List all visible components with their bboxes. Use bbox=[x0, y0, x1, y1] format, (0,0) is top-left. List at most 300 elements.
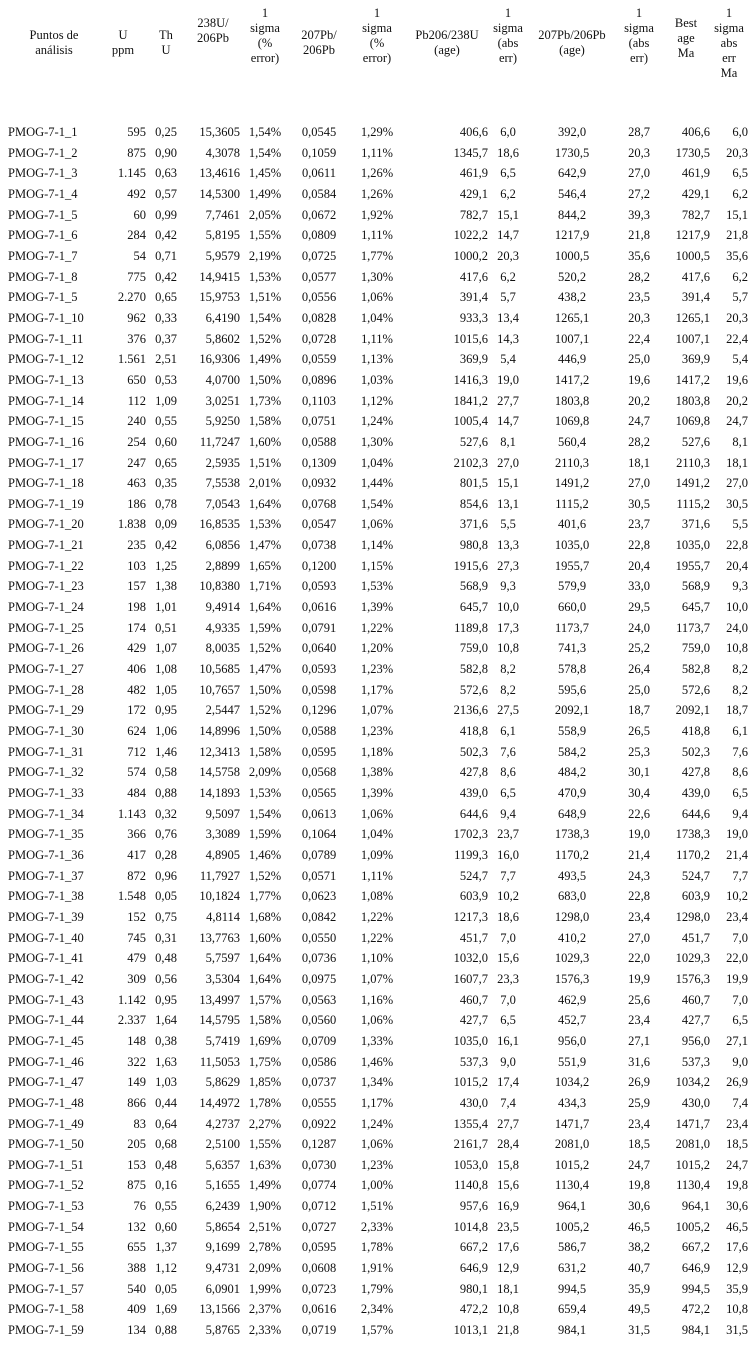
value-cell: 430,0 bbox=[459, 1095, 488, 1110]
value-cell: 1,73% bbox=[248, 393, 282, 408]
value-cell: 247 bbox=[127, 455, 146, 470]
value-cell: 1,23% bbox=[360, 724, 394, 739]
value-cell: 0,0611 bbox=[302, 166, 336, 181]
value-cell: 20,3 bbox=[726, 310, 748, 325]
value-cell: 10,5685 bbox=[199, 662, 240, 677]
value-cell: 418,8 bbox=[681, 724, 710, 739]
value-cell: 18,7 bbox=[726, 703, 748, 718]
value-cell: 7,6 bbox=[500, 744, 516, 759]
value-cell: 417 bbox=[127, 847, 146, 862]
sample-id-cell: PMOG-7-1_23 bbox=[8, 579, 84, 594]
value-cell: 5,5 bbox=[500, 517, 516, 532]
column-header: 1 sigma (% error) bbox=[362, 6, 392, 65]
value-cell: 1730,5 bbox=[554, 145, 590, 160]
value-cell: 1955,7 bbox=[554, 558, 590, 573]
value-cell: 782,7 bbox=[459, 207, 488, 222]
table-row bbox=[8, 659, 748, 680]
value-cell: 446,9 bbox=[557, 352, 587, 367]
table-row bbox=[8, 370, 748, 391]
value-cell: 6,0 bbox=[732, 125, 748, 139]
value-cell: 1,16% bbox=[360, 992, 394, 1007]
value-cell: 11,7247 bbox=[199, 434, 240, 449]
value-cell: 1.142 bbox=[117, 992, 146, 1007]
value-cell: 461,9 bbox=[459, 166, 488, 181]
value-cell: 1189,8 bbox=[454, 620, 488, 635]
value-cell: 434,3 bbox=[557, 1095, 587, 1110]
value-cell: 0,57 bbox=[155, 186, 177, 201]
value-cell: 586,7 bbox=[557, 1240, 587, 1255]
value-cell: 2081,0 bbox=[675, 1137, 710, 1152]
value-cell: 1915,6 bbox=[453, 558, 488, 573]
table-row bbox=[8, 1010, 748, 1031]
value-cell: 27,5 bbox=[497, 703, 519, 718]
value-cell: 0,60 bbox=[155, 434, 177, 449]
value-cell: 19,6 bbox=[628, 372, 650, 387]
value-cell: 5,1655 bbox=[205, 1178, 240, 1193]
value-cell: 10,7657 bbox=[199, 682, 240, 697]
value-cell: 25,6 bbox=[628, 992, 650, 1007]
value-cell: 1,54% bbox=[248, 125, 282, 139]
value-cell: 30,6 bbox=[628, 1199, 650, 1214]
value-cell: 31,6 bbox=[628, 1054, 650, 1069]
value-cell: 1803,8 bbox=[554, 393, 590, 408]
value-cell: 2,09% bbox=[248, 1261, 282, 1276]
value-cell: 24,3 bbox=[628, 868, 650, 883]
value-cell: 0,65 bbox=[155, 290, 177, 305]
value-cell: 27,2 bbox=[628, 186, 650, 201]
value-cell: 1.561 bbox=[117, 352, 146, 367]
value-cell: 13,4997 bbox=[199, 992, 240, 1007]
value-cell: 26,9 bbox=[628, 1075, 650, 1090]
value-cell: 418,8 bbox=[459, 724, 488, 739]
value-cell: 0,53 bbox=[155, 372, 177, 387]
value-cell: 0,68 bbox=[155, 1137, 177, 1152]
value-cell: 1,63% bbox=[248, 1157, 282, 1172]
value-cell: 4,9335 bbox=[205, 620, 240, 635]
value-cell: 956,0 bbox=[557, 1033, 587, 1048]
value-cell: 27,0 bbox=[628, 930, 650, 945]
value-cell: 2,37% bbox=[248, 1302, 282, 1317]
table-row bbox=[8, 287, 748, 308]
value-cell: 650 bbox=[127, 372, 146, 387]
table-row bbox=[8, 349, 748, 370]
value-cell: 0,0727 bbox=[301, 1219, 337, 1234]
value-cell: 186 bbox=[127, 496, 146, 511]
value-cell: 712 bbox=[127, 744, 146, 759]
value-cell: 759,0 bbox=[681, 641, 710, 656]
value-cell: 775 bbox=[127, 269, 146, 284]
value-cell: 1,12 bbox=[155, 1261, 177, 1276]
table-row bbox=[8, 556, 748, 577]
value-cell: 401,6 bbox=[557, 517, 587, 532]
value-cell: 0,42 bbox=[155, 228, 177, 243]
value-cell: 0,56 bbox=[155, 971, 177, 986]
value-cell: 1170,2 bbox=[676, 847, 710, 862]
value-cell: 0,0588 bbox=[301, 434, 337, 449]
value-cell: 26,4 bbox=[628, 662, 650, 677]
value-cell: 6,5 bbox=[500, 166, 516, 181]
sample-id-cell: PMOG-7-1_4 bbox=[8, 186, 78, 201]
value-cell: 0,0774 bbox=[301, 1178, 337, 1193]
value-cell: 1,11% bbox=[361, 331, 393, 346]
value-cell: 23,4 bbox=[628, 1116, 650, 1131]
table-row bbox=[8, 514, 748, 535]
value-cell: 21,4 bbox=[628, 847, 650, 862]
value-cell: 0,0577 bbox=[301, 269, 337, 284]
value-cell: 30,5 bbox=[628, 496, 650, 511]
value-cell: 27,0 bbox=[628, 476, 650, 491]
value-cell: 1,65% bbox=[248, 558, 282, 573]
value-cell: 2110,3 bbox=[555, 455, 589, 470]
value-cell: 2,51% bbox=[248, 1219, 282, 1234]
value-cell: 16,8535 bbox=[199, 517, 240, 532]
value-cell: 660,0 bbox=[557, 600, 587, 615]
sample-id-cell: PMOG-7-1_17 bbox=[8, 455, 84, 470]
value-cell: 10,0 bbox=[497, 600, 519, 615]
value-cell: 1,77% bbox=[248, 889, 282, 904]
sample-id-cell: PMOG-7-1_24 bbox=[8, 600, 84, 615]
value-cell: 1,57% bbox=[360, 1323, 394, 1338]
value-cell: 551,9 bbox=[557, 1054, 587, 1069]
value-cell: 28,2 bbox=[628, 434, 650, 449]
value-cell: 0,09 bbox=[155, 517, 177, 532]
table-row bbox=[8, 1114, 748, 1135]
value-cell: 409 bbox=[127, 1302, 146, 1317]
sample-id-cell: PMOG-7-1_27 bbox=[8, 662, 84, 677]
value-cell: 1.145 bbox=[117, 166, 146, 181]
value-cell: 1,18% bbox=[360, 744, 394, 759]
value-cell: 1,49% bbox=[248, 186, 282, 201]
value-cell: 5,4 bbox=[732, 352, 748, 367]
value-cell: 31,5 bbox=[628, 1323, 650, 1338]
header-row bbox=[8, 6, 748, 122]
value-cell: 1,64% bbox=[248, 496, 282, 511]
value-cell: 14,5795 bbox=[199, 1013, 240, 1028]
value-cell: 1,22% bbox=[360, 930, 394, 945]
value-cell: 5,9250 bbox=[205, 414, 240, 429]
value-cell: 23,4 bbox=[726, 909, 748, 924]
table-row bbox=[8, 845, 748, 866]
value-cell: 0,38 bbox=[155, 1033, 177, 1048]
value-cell: 0,0922 bbox=[301, 1116, 337, 1131]
value-cell: 18,6 bbox=[497, 145, 519, 160]
value-cell: 28,4 bbox=[497, 1137, 519, 1152]
value-cell: 6,0 bbox=[500, 125, 516, 139]
value-cell: 644,6 bbox=[459, 806, 488, 821]
value-cell: 10,8 bbox=[497, 641, 519, 656]
value-cell: 1,64% bbox=[248, 600, 282, 615]
geochronology-table bbox=[8, 6, 748, 1341]
value-cell: 0,99 bbox=[155, 207, 177, 222]
sample-id-cell: PMOG-7-1_47 bbox=[8, 1075, 84, 1090]
value-cell: 5,5 bbox=[732, 517, 748, 532]
table-row bbox=[8, 680, 748, 701]
value-cell: 1.143 bbox=[117, 806, 146, 821]
value-cell: 1069,8 bbox=[675, 414, 710, 429]
value-cell: 12,3413 bbox=[199, 744, 240, 759]
value-cell: 8,2 bbox=[500, 682, 516, 697]
value-cell: 0,95 bbox=[155, 703, 177, 718]
value-cell: 417,6 bbox=[459, 269, 488, 284]
value-cell: 1015,2 bbox=[453, 1075, 488, 1090]
value-cell: 0,78 bbox=[155, 496, 177, 511]
value-cell: 0,0593 bbox=[301, 579, 337, 594]
value-cell: 14,8996 bbox=[199, 724, 240, 739]
table-row bbox=[8, 1093, 748, 1114]
value-cell: 7,0 bbox=[500, 930, 516, 945]
value-cell: 2,33% bbox=[360, 1219, 394, 1234]
value-cell: 6,4190 bbox=[205, 310, 240, 325]
value-cell: 0,0595 bbox=[301, 1240, 337, 1255]
value-cell: 2,8899 bbox=[205, 558, 240, 573]
value-cell: 18,1 bbox=[726, 455, 748, 470]
sample-id-cell: PMOG-7-1_22 bbox=[8, 558, 84, 573]
value-cell: 1,14% bbox=[360, 538, 394, 553]
value-cell: 644,6 bbox=[681, 806, 710, 821]
value-cell: 0,48 bbox=[155, 1157, 177, 1172]
value-cell: 2081,0 bbox=[554, 1137, 590, 1152]
value-cell: 14,5300 bbox=[199, 186, 240, 201]
value-cell: 1,53% bbox=[248, 269, 282, 284]
value-cell: 1607,7 bbox=[453, 971, 488, 986]
value-cell: 1,39% bbox=[360, 600, 394, 615]
table-row bbox=[8, 432, 748, 453]
value-cell: 27,0 bbox=[726, 476, 748, 491]
value-cell: 484,2 bbox=[557, 765, 587, 780]
value-cell: 22,8 bbox=[628, 538, 650, 553]
value-cell: 1,23% bbox=[360, 1157, 394, 1172]
table-row bbox=[8, 1072, 748, 1093]
value-cell: 15,1 bbox=[497, 476, 519, 491]
value-cell: 463 bbox=[127, 476, 146, 491]
value-cell: 1,60% bbox=[248, 930, 282, 945]
value-cell: 642,9 bbox=[557, 166, 587, 181]
value-cell: 1,04% bbox=[360, 310, 394, 325]
sample-id-cell: PMOG-7-1_35 bbox=[8, 827, 84, 842]
value-cell: 1,53% bbox=[248, 786, 282, 800]
value-cell: 1.838 bbox=[117, 517, 146, 532]
value-cell: 1,08 bbox=[155, 662, 177, 677]
value-cell: 5,4 bbox=[500, 352, 516, 367]
value-cell: 438,2 bbox=[557, 290, 587, 305]
value-cell: 0,1287 bbox=[301, 1137, 337, 1152]
value-cell: 7,0 bbox=[732, 992, 748, 1007]
value-cell: 866 bbox=[127, 1095, 146, 1110]
column-header: Best age Ma bbox=[674, 16, 698, 60]
sample-id-cell: PMOG-7-1_40 bbox=[8, 930, 84, 945]
value-cell: 645,7 bbox=[459, 600, 488, 615]
value-cell: 472,2 bbox=[459, 1302, 488, 1317]
value-cell: 1,17% bbox=[360, 682, 394, 697]
value-cell: 0,31 bbox=[155, 930, 177, 945]
value-cell: 5,8765 bbox=[205, 1323, 240, 1338]
sample-id-cell: PMOG-7-1_30 bbox=[8, 724, 84, 739]
value-cell: 6,5 bbox=[732, 786, 748, 800]
value-cell: 1,10% bbox=[360, 951, 394, 966]
table-row bbox=[8, 948, 748, 969]
sample-id-cell: PMOG-7-1_10 bbox=[8, 310, 84, 325]
value-cell: 10,0 bbox=[726, 600, 748, 615]
value-cell: 1,69 bbox=[155, 1302, 177, 1317]
value-cell: 6,1 bbox=[500, 724, 516, 739]
value-cell: 1,47% bbox=[248, 538, 282, 553]
value-cell: 14,7 bbox=[497, 414, 519, 429]
value-cell: 2,34% bbox=[360, 1302, 394, 1317]
value-cell: 22,6 bbox=[628, 806, 650, 821]
value-cell: 5,7 bbox=[732, 290, 748, 305]
sample-id-cell: PMOG-7-1_19 bbox=[8, 496, 84, 511]
value-cell: 1015,2 bbox=[675, 1157, 710, 1172]
value-cell: 759,0 bbox=[459, 641, 488, 656]
value-cell: 2110,3 bbox=[676, 455, 710, 470]
value-cell: 0,71 bbox=[155, 248, 177, 263]
value-cell: 26,9 bbox=[726, 1075, 748, 1090]
value-cell: 524,7 bbox=[459, 868, 488, 883]
value-cell: 1.548 bbox=[117, 889, 146, 904]
value-cell: 22,4 bbox=[726, 331, 748, 346]
sample-id-cell: PMOG-7-1_29 bbox=[8, 703, 84, 718]
value-cell: 21,8 bbox=[628, 228, 650, 243]
value-cell: 1,22% bbox=[360, 909, 394, 924]
value-cell: 0,0719 bbox=[301, 1323, 337, 1338]
value-cell: 0,48 bbox=[155, 951, 177, 966]
value-cell: 1217,9 bbox=[554, 228, 590, 243]
value-cell: 1,69% bbox=[248, 1033, 282, 1048]
value-cell: 683,0 bbox=[557, 889, 587, 904]
value-cell: 582,8 bbox=[681, 662, 710, 677]
value-cell: 18,1 bbox=[497, 1281, 519, 1296]
value-cell: 460,7 bbox=[681, 992, 710, 1007]
value-cell: 1,71% bbox=[248, 579, 282, 594]
value-cell: 0,0736 bbox=[301, 951, 337, 966]
value-cell: 19,0 bbox=[628, 827, 650, 842]
value-cell: 20,4 bbox=[628, 558, 650, 573]
value-cell: 6,2 bbox=[500, 269, 516, 284]
value-cell: 527,6 bbox=[459, 434, 488, 449]
value-cell: 15,9753 bbox=[199, 290, 240, 305]
value-cell: 574 bbox=[127, 765, 146, 780]
value-cell: 8,2 bbox=[732, 662, 748, 677]
value-cell: 1,59% bbox=[248, 827, 282, 842]
value-cell: 1,01 bbox=[155, 600, 177, 615]
value-cell: 2136,6 bbox=[453, 703, 488, 718]
sample-id-cell: PMOG-7-1_11 bbox=[8, 331, 84, 346]
value-cell: 1,63 bbox=[155, 1054, 177, 1069]
value-cell: 4,2737 bbox=[205, 1116, 240, 1131]
table-row bbox=[8, 535, 748, 556]
value-cell: 391,4 bbox=[681, 290, 710, 305]
sample-id-cell: PMOG-7-1_13 bbox=[8, 372, 84, 387]
value-cell: 0,0584 bbox=[301, 186, 337, 201]
value-cell: 1000,2 bbox=[453, 248, 488, 263]
value-cell: 1,05 bbox=[155, 682, 177, 697]
value-cell: 8,1 bbox=[500, 434, 516, 449]
value-cell: 0,0616 bbox=[301, 1302, 337, 1317]
value-cell: 22,0 bbox=[628, 951, 650, 966]
value-cell: 1,45% bbox=[248, 166, 282, 181]
value-cell: 15,1 bbox=[497, 207, 519, 222]
value-cell: 1,52% bbox=[248, 641, 282, 656]
value-cell: 1,78% bbox=[248, 1095, 282, 1110]
value-cell: 439,0 bbox=[459, 786, 488, 800]
table-row bbox=[8, 804, 748, 825]
table-row bbox=[8, 638, 748, 659]
value-cell: 15,1 bbox=[726, 207, 748, 222]
value-cell: 406 bbox=[127, 662, 146, 677]
value-cell: 40,7 bbox=[628, 1261, 650, 1276]
column-header: Puntos de análisis bbox=[29, 28, 79, 57]
value-cell: 1,23% bbox=[360, 662, 394, 677]
value-cell: 451,7 bbox=[681, 930, 710, 945]
value-cell: 1702,3 bbox=[453, 827, 488, 842]
value-cell: 479 bbox=[127, 951, 146, 966]
value-cell: 741,3 bbox=[557, 641, 587, 656]
value-cell: 0,35 bbox=[155, 476, 177, 491]
value-cell: 0,0791 bbox=[301, 620, 337, 635]
value-cell: 1298,0 bbox=[675, 909, 710, 924]
value-cell: 5,8195 bbox=[205, 228, 240, 243]
value-cell: 492 bbox=[127, 186, 146, 201]
value-cell: 13,4 bbox=[497, 310, 519, 325]
value-cell: 6,2 bbox=[732, 269, 748, 284]
sample-id-cell: PMOG-7-1_6 bbox=[8, 228, 78, 243]
value-cell: 16,9 bbox=[497, 1199, 519, 1214]
value-cell: 4,0700 bbox=[205, 372, 240, 387]
value-cell: 19,8 bbox=[726, 1178, 748, 1193]
table-row bbox=[8, 453, 748, 474]
value-cell: 1,92% bbox=[360, 207, 394, 222]
table-row bbox=[8, 246, 748, 267]
value-cell: 0,0709 bbox=[301, 1033, 337, 1048]
value-cell: 309 bbox=[127, 971, 146, 986]
sample-id-cell: PMOG-7-1_55 bbox=[8, 1240, 84, 1255]
value-cell: 20,3 bbox=[497, 248, 519, 263]
value-cell: 369,9 bbox=[681, 352, 710, 367]
value-cell: 35,6 bbox=[628, 248, 650, 263]
value-cell: 0,0672 bbox=[301, 207, 337, 222]
sample-id-cell: PMOG-7-1_25 bbox=[8, 620, 84, 635]
value-cell: 2092,1 bbox=[554, 703, 590, 718]
value-cell: 23,5 bbox=[628, 290, 650, 305]
sample-id-cell: PMOG-7-1_49 bbox=[8, 1116, 84, 1131]
sample-id-cell: PMOG-7-1_21 bbox=[8, 538, 84, 553]
value-cell: 427,8 bbox=[681, 765, 710, 780]
value-cell: 24,0 bbox=[628, 620, 650, 635]
value-cell: 520,2 bbox=[557, 269, 587, 284]
value-cell: 388 bbox=[127, 1261, 146, 1276]
column-header: 1 sigma (abs err) bbox=[624, 6, 654, 65]
value-cell: 1053,0 bbox=[453, 1157, 488, 1172]
value-cell: 25,3 bbox=[628, 744, 650, 759]
value-cell: 23,7 bbox=[628, 517, 650, 532]
value-cell: 1,06% bbox=[360, 290, 394, 305]
sample-id-cell: PMOG-7-1_2 bbox=[8, 145, 78, 160]
value-cell: 7,4 bbox=[500, 1095, 516, 1110]
value-cell: 1,26% bbox=[360, 186, 394, 201]
value-cell: 1,12% bbox=[360, 393, 394, 408]
table-row bbox=[8, 1155, 748, 1176]
value-cell: 875 bbox=[127, 1178, 146, 1193]
value-cell: 1,51% bbox=[360, 1199, 394, 1214]
value-cell: 0,0896 bbox=[301, 372, 337, 387]
value-cell: 0,0547 bbox=[301, 517, 337, 532]
value-cell: 28,7 bbox=[628, 125, 650, 139]
table-row bbox=[8, 391, 748, 412]
value-cell: 1,11% bbox=[361, 868, 393, 883]
value-cell: 994,5 bbox=[557, 1281, 587, 1296]
value-cell: 0,0568 bbox=[301, 765, 337, 780]
value-cell: 1,77% bbox=[360, 248, 394, 263]
